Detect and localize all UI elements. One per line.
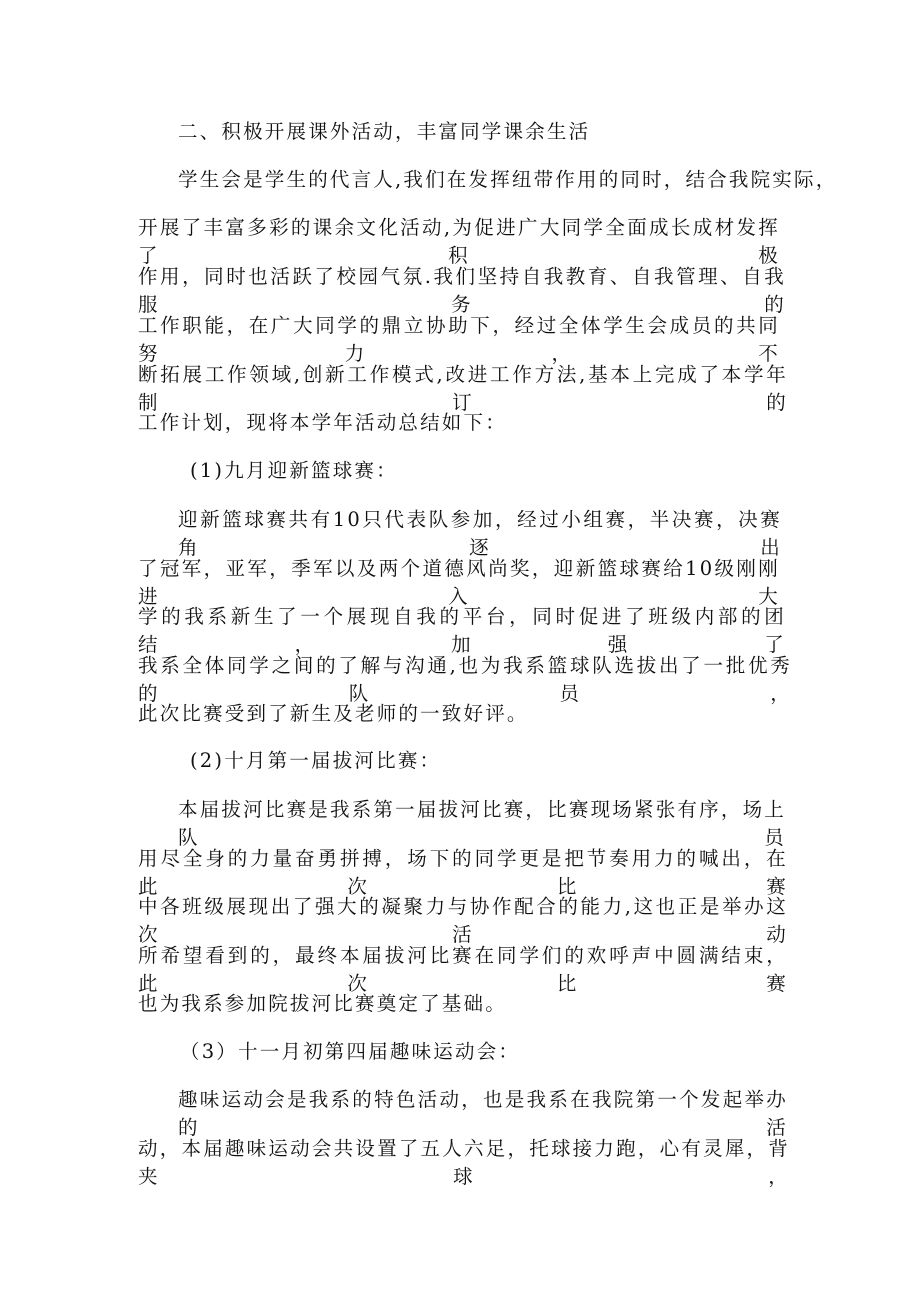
section-heading: 二、积极开展课外活动，丰富同学课余生活 bbox=[178, 120, 591, 143]
section1-line-5: 此次比赛受到了新生及老师的一致好评。 bbox=[138, 702, 529, 725]
intro-line-6: 工作计划，现将本学年活动总结如下： bbox=[138, 411, 507, 434]
intro-line-3: 作用，同时也活跃了校园气氛.我们坚持自我教育、自我管理、自我服务的 bbox=[138, 265, 786, 316]
section1-line-1: 迎新篮球赛共有10只代表队参加，经过小组赛，半决赛，决赛角逐出 bbox=[178, 508, 782, 559]
intro-line-5: 断拓展工作领域,创新工作模式,改进工作方法,基本上完成了本学年制订的 bbox=[138, 363, 788, 414]
section3-line-2: 动，本届趣味运动会共设置了五人六足，托球接力跑，心有灵犀，背夹球， bbox=[138, 1137, 790, 1188]
section2-line-2: 用尽全身的力量奋勇拼搏，场下的同学更是把节奏用力的喊出，在此次比赛 bbox=[138, 847, 788, 898]
section1-line-4: 我系全体同学之间的了解与沟通,也为我系篮球队选拔出了一批优秀的队员， bbox=[138, 654, 792, 705]
intro-line-2: 开展了丰富多彩的课余文化活动,为促进广大同学全面成长成材发挥了积极 bbox=[138, 216, 780, 267]
section3-title: （3）十一月初第四届趣味运动会： bbox=[180, 1040, 521, 1063]
intro-line-1: 学生会是学生的代言人,我们在发挥纽带作用的同时，结合我院实际， bbox=[178, 168, 838, 191]
section2-line-4: 所希望看到的，最终本届拔河比赛在同学们的欢呼声中圆满结束，此次比赛 bbox=[138, 944, 788, 995]
section1-line-3: 学的我系新生了一个展现自我的平台，同时促进了班级内部的团结，加强了 bbox=[138, 605, 786, 656]
section2-line-5: 也为我系参加院拔河比赛奠定了基础。 bbox=[138, 992, 507, 1015]
section1-title: (1)九月迎新篮球赛： bbox=[190, 459, 398, 482]
section3-line-1: 趣味运动会是我系的特色活动，也是我系在我院第一个发起举办的活 bbox=[178, 1088, 788, 1139]
section2-line-1: 本届拔河比赛是我系第一届拔河比赛，比赛现场紧张有序，场上队员 bbox=[178, 798, 786, 849]
section1-line-2: 了冠军，亚军，季军以及两个道德风尚奖，迎新篮球赛给10级刚刚进入大 bbox=[138, 557, 780, 608]
section2-line-3: 中各班级展现出了强大的凝聚力与协作配合的能力,这也正是举办这次活动 bbox=[138, 895, 788, 946]
intro-line-4: 工作职能，在广大同学的鼎立协助下，经过全体学生会成员的共同努力，不 bbox=[138, 314, 780, 365]
section2-title: (2)十月第一届拔河比赛： bbox=[190, 749, 442, 772]
